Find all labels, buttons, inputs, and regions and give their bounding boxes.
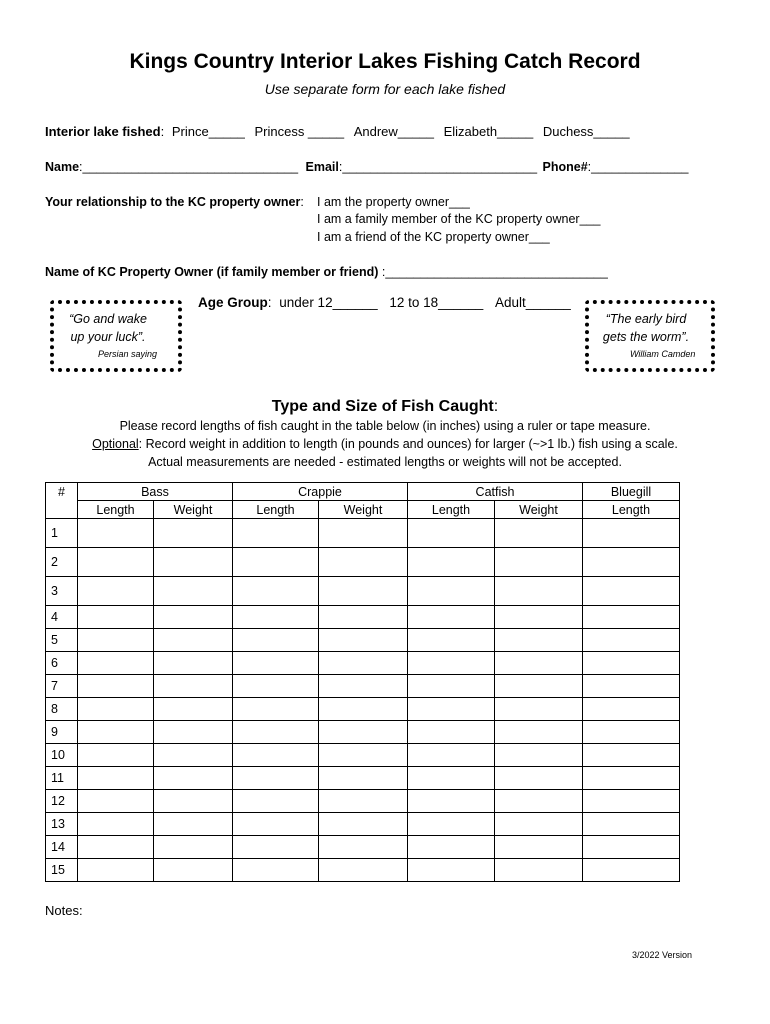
quote-left-line2: up your luck”.: [70, 330, 146, 344]
bass-length-cell[interactable]: [78, 519, 154, 548]
row-number: 11: [46, 767, 78, 790]
row-number: 7: [46, 675, 78, 698]
catfish-weight-cell[interactable]: [495, 548, 583, 577]
email-label: Email: [305, 160, 339, 174]
bluegill-length-cell[interactable]: [583, 698, 680, 721]
row-number: 6: [46, 652, 78, 675]
table-row: [46, 767, 680, 790]
crappie-length-cell[interactable]: [233, 629, 319, 652]
table-row: [46, 675, 680, 698]
species-header-catfish: Catfish: [408, 483, 583, 501]
bass-length-cell[interactable]: [78, 790, 154, 813]
catfish-length-cell[interactable]: [408, 859, 495, 882]
crappie-weight-cell[interactable]: [319, 548, 408, 577]
row-number: 14: [46, 836, 78, 859]
contact-line: Name:_______________________________ Email:____________________________ Phone#:______________: [45, 160, 689, 174]
owner-line: Name of KC Property Owner (if family member or friend) :________________________________: [45, 265, 608, 279]
bass-length-cell[interactable]: [78, 813, 154, 836]
name-field[interactable]: _______________________________: [82, 160, 299, 174]
catfish-length-cell[interactable]: [408, 790, 495, 813]
bass-weight-cell[interactable]: [154, 859, 233, 882]
row-number: 8: [46, 698, 78, 721]
relationship-label-wrap: Your relationship to the KC property owner:: [45, 195, 304, 209]
instruction-line-3: Actual measurements are needed - estimated lengths or weights will not be accepted.: [148, 455, 622, 469]
species-header-bass: Bass: [78, 483, 233, 501]
species-header-bluegill: Bluegill: [583, 483, 680, 501]
age-group-label: Age Group: [198, 295, 268, 310]
bluegill-length-cell[interactable]: [583, 767, 680, 790]
bluegill-length-cell[interactable]: [583, 744, 680, 767]
bass-weight-cell[interactable]: [154, 744, 233, 767]
catfish-weight-cell[interactable]: [495, 519, 583, 548]
relationship-option-friend[interactable]: I am a friend of the KC property owner___: [317, 230, 550, 244]
bass-weight-cell[interactable]: [154, 767, 233, 790]
catfish-weight-cell[interactable]: [495, 721, 583, 744]
lake-option-andrew[interactable]: Andrew_____: [353, 124, 434, 139]
bluegill-length-cell[interactable]: [583, 721, 680, 744]
bass-length-header: Length: [78, 501, 154, 519]
bass-length-cell[interactable]: [78, 652, 154, 675]
bass-length-cell[interactable]: [78, 698, 154, 721]
crappie-length-cell[interactable]: [233, 859, 319, 882]
crappie-weight-header: Weight: [319, 501, 408, 519]
row-number: 4: [46, 606, 78, 629]
catfish-length-cell[interactable]: [408, 519, 495, 548]
bass-weight-cell[interactable]: [154, 698, 233, 721]
crappie-weight-cell[interactable]: [319, 744, 408, 767]
catfish-weight-cell[interactable]: [495, 813, 583, 836]
catfish-length-cell[interactable]: [408, 767, 495, 790]
crappie-length-cell[interactable]: [233, 675, 319, 698]
row-number: 1: [46, 519, 78, 548]
version-label: 3/2022 Version: [632, 950, 693, 960]
crappie-length-cell[interactable]: [233, 836, 319, 859]
email-field[interactable]: ____________________________: [342, 160, 538, 174]
catfish-weight-cell[interactable]: [495, 836, 583, 859]
row-number: 2: [46, 548, 78, 577]
age-group-line: Age Group: under 12______ 12 to 18______ Adult______: [198, 295, 571, 310]
catfish-length-header: Length: [408, 501, 495, 519]
lake-line: Interior lake fished: Prince_____ Princess _____ Andrew_____ Elizabeth_____ Duchess_____: [45, 124, 630, 139]
bass-weight-cell[interactable]: [154, 652, 233, 675]
instruction-line-1: Please record lengths of fish caught in the table below (in inches) using a ruler or tape measure.: [119, 419, 651, 433]
catfish-length-cell[interactable]: [408, 813, 495, 836]
catfish-length-cell[interactable]: [408, 577, 495, 606]
catch-table: [45, 482, 680, 882]
crappie-length-cell[interactable]: [233, 698, 319, 721]
bass-weight-cell[interactable]: [154, 519, 233, 548]
catfish-length-cell[interactable]: [408, 698, 495, 721]
table-row: [46, 606, 680, 629]
crappie-weight-cell[interactable]: [319, 577, 408, 606]
row-number: 13: [46, 813, 78, 836]
age-option-12to18[interactable]: 12 to 18______: [389, 295, 484, 310]
bluegill-length-cell[interactable]: [583, 629, 680, 652]
bass-weight-cell[interactable]: [154, 790, 233, 813]
catfish-weight-cell[interactable]: [495, 577, 583, 606]
bluegill-length-header: Length: [583, 501, 680, 519]
optional-label: Optional: [92, 437, 139, 451]
table-row: [46, 652, 680, 675]
catfish-weight-cell[interactable]: [495, 629, 583, 652]
crappie-weight-cell[interactable]: [319, 721, 408, 744]
row-number: 3: [46, 577, 78, 606]
bluegill-length-cell[interactable]: [583, 859, 680, 882]
bass-weight-cell[interactable]: [154, 813, 233, 836]
table-row: [46, 698, 680, 721]
bass-weight-cell[interactable]: [154, 606, 233, 629]
crappie-weight-cell[interactable]: [319, 652, 408, 675]
row-number: 12: [46, 790, 78, 813]
quote-left-line1: “Go and wake: [69, 312, 147, 326]
catch-table-body: [46, 519, 680, 882]
notes-label: Notes:: [45, 903, 83, 918]
crappie-weight-cell[interactable]: [319, 675, 408, 698]
crappie-length-cell[interactable]: [233, 519, 319, 548]
crappie-length-cell[interactable]: [233, 652, 319, 675]
catfish-weight-cell[interactable]: [495, 652, 583, 675]
table-row: [46, 790, 680, 813]
bass-length-cell[interactable]: [78, 859, 154, 882]
crappie-weight-cell[interactable]: [319, 859, 408, 882]
bass-length-cell[interactable]: [78, 767, 154, 790]
table-row: [46, 548, 680, 577]
catfish-weight-cell[interactable]: [495, 744, 583, 767]
catfish-length-cell[interactable]: [408, 629, 495, 652]
bluegill-length-cell[interactable]: [583, 548, 680, 577]
catfish-weight-cell[interactable]: [495, 698, 583, 721]
crappie-weight-cell[interactable]: [319, 767, 408, 790]
lake-option-princess[interactable]: Princess _____: [254, 124, 345, 139]
crappie-weight-cell[interactable]: [319, 836, 408, 859]
catfish-length-cell[interactable]: [408, 548, 495, 577]
quote-right-line1: “The early bird: [605, 312, 687, 326]
crappie-length-cell[interactable]: [233, 721, 319, 744]
bass-length-cell[interactable]: [78, 721, 154, 744]
crappie-weight-cell[interactable]: [319, 606, 408, 629]
section-title-text: Type and Size of Fish Caught: [271, 398, 494, 415]
row-number-header: #: [46, 483, 78, 519]
relationship-option-family[interactable]: I am a family member of the KC property owner___: [317, 212, 601, 226]
crappie-weight-cell[interactable]: [319, 629, 408, 652]
crappie-length-cell[interactable]: [233, 606, 319, 629]
crappie-length-header: Length: [233, 501, 319, 519]
catfish-length-cell[interactable]: [408, 836, 495, 859]
bass-weight-cell[interactable]: [154, 548, 233, 577]
bass-weight-cell[interactable]: [154, 629, 233, 652]
crappie-weight-cell[interactable]: [319, 698, 408, 721]
bass-weight-cell[interactable]: [154, 721, 233, 744]
age-option-adult[interactable]: Adult______: [495, 295, 571, 310]
catfish-length-cell[interactable]: [408, 675, 495, 698]
row-number: 15: [46, 859, 78, 882]
crappie-weight-cell[interactable]: [319, 790, 408, 813]
lake-option-elizabeth[interactable]: Elizabeth_____: [443, 124, 534, 139]
table-row: [46, 629, 680, 652]
table-row: [46, 577, 680, 606]
table-row: [46, 721, 680, 744]
bass-length-cell[interactable]: [78, 606, 154, 629]
crappie-length-cell[interactable]: [233, 744, 319, 767]
species-header-crappie: Crappie: [233, 483, 408, 501]
owner-name-field[interactable]: ________________________________: [385, 265, 608, 279]
lake-option-prince[interactable]: Prince_____: [171, 124, 245, 139]
bass-length-cell[interactable]: [78, 629, 154, 652]
bass-weight-header: Weight: [154, 501, 233, 519]
catfish-weight-header: Weight: [495, 501, 583, 519]
section-title: Type and Size of Fish Caught:: [271, 398, 499, 415]
table-row: [46, 519, 680, 548]
bluegill-length-cell[interactable]: [583, 813, 680, 836]
catfish-weight-cell[interactable]: [495, 606, 583, 629]
catfish-length-cell[interactable]: [408, 721, 495, 744]
bass-length-cell[interactable]: [78, 836, 154, 859]
bluegill-length-cell[interactable]: [583, 675, 680, 698]
relationship-option-owner[interactable]: I am the property owner___: [317, 195, 470, 209]
page-title: Kings Country Interior Lakes Fishing Catch Record: [129, 50, 641, 73]
catfish-length-cell[interactable]: [408, 744, 495, 767]
row-number: 5: [46, 629, 78, 652]
table-row: [46, 859, 680, 882]
name-label: Name: [45, 160, 80, 174]
bass-length-cell[interactable]: [78, 548, 154, 577]
bluegill-length-cell[interactable]: [583, 652, 680, 675]
row-number: 9: [46, 721, 78, 744]
bluegill-length-cell[interactable]: [583, 836, 680, 859]
bluegill-length-cell[interactable]: [583, 790, 680, 813]
bluegill-length-cell[interactable]: [583, 606, 680, 629]
phone-field[interactable]: ______________: [591, 160, 689, 174]
bass-weight-cell[interactable]: [154, 577, 233, 606]
bass-weight-cell[interactable]: [154, 675, 233, 698]
catfish-weight-cell[interactable]: [495, 859, 583, 882]
catfish-weight-cell[interactable]: [495, 675, 583, 698]
bass-length-cell[interactable]: [78, 675, 154, 698]
crappie-length-cell[interactable]: [233, 767, 319, 790]
catfish-weight-cell[interactable]: [495, 790, 583, 813]
crappie-length-cell[interactable]: [233, 577, 319, 606]
catfish-length-cell[interactable]: [408, 652, 495, 675]
catfish-weight-cell[interactable]: [495, 767, 583, 790]
quote-left-source: Persian saying: [98, 349, 158, 359]
row-number: 10: [46, 744, 78, 767]
quote-right-line2: gets the worm”.: [602, 330, 690, 344]
crappie-length-cell[interactable]: [233, 813, 319, 836]
bass-length-cell[interactable]: [78, 744, 154, 767]
table-row: [46, 836, 680, 859]
quote-right-source: William Camden: [630, 349, 696, 359]
crappie-weight-cell[interactable]: [319, 519, 408, 548]
table-row: [46, 813, 680, 836]
bass-weight-cell[interactable]: [154, 836, 233, 859]
lake-label: Interior lake fished: [45, 124, 161, 139]
lake-option-duchess[interactable]: Duchess_____: [542, 124, 630, 139]
relationship-label: Your relationship to the KC property owner: [45, 195, 301, 209]
phone-label: Phone#: [542, 160, 588, 174]
crappie-length-cell[interactable]: [233, 548, 319, 577]
owner-label: Name of KC Property Owner (if family member or friend): [45, 265, 379, 279]
instruction-line-2-text: : Record weight in addition to length (in pounds and ounces) for larger (~>1 lb.) fish using a scale.: [138, 437, 678, 451]
bluegill-length-cell[interactable]: [583, 577, 680, 606]
instruction-line-2: [0, 437, 770, 451]
bass-length-cell[interactable]: [78, 577, 154, 606]
crappie-length-cell[interactable]: [233, 790, 319, 813]
catfish-length-cell[interactable]: [408, 606, 495, 629]
bluegill-length-cell[interactable]: [583, 519, 680, 548]
crappie-weight-cell[interactable]: [319, 813, 408, 836]
table-row: [46, 744, 680, 767]
page-subtitle: Use separate form for each lake fished: [264, 81, 506, 97]
age-option-under12[interactable]: under 12______: [279, 295, 378, 310]
